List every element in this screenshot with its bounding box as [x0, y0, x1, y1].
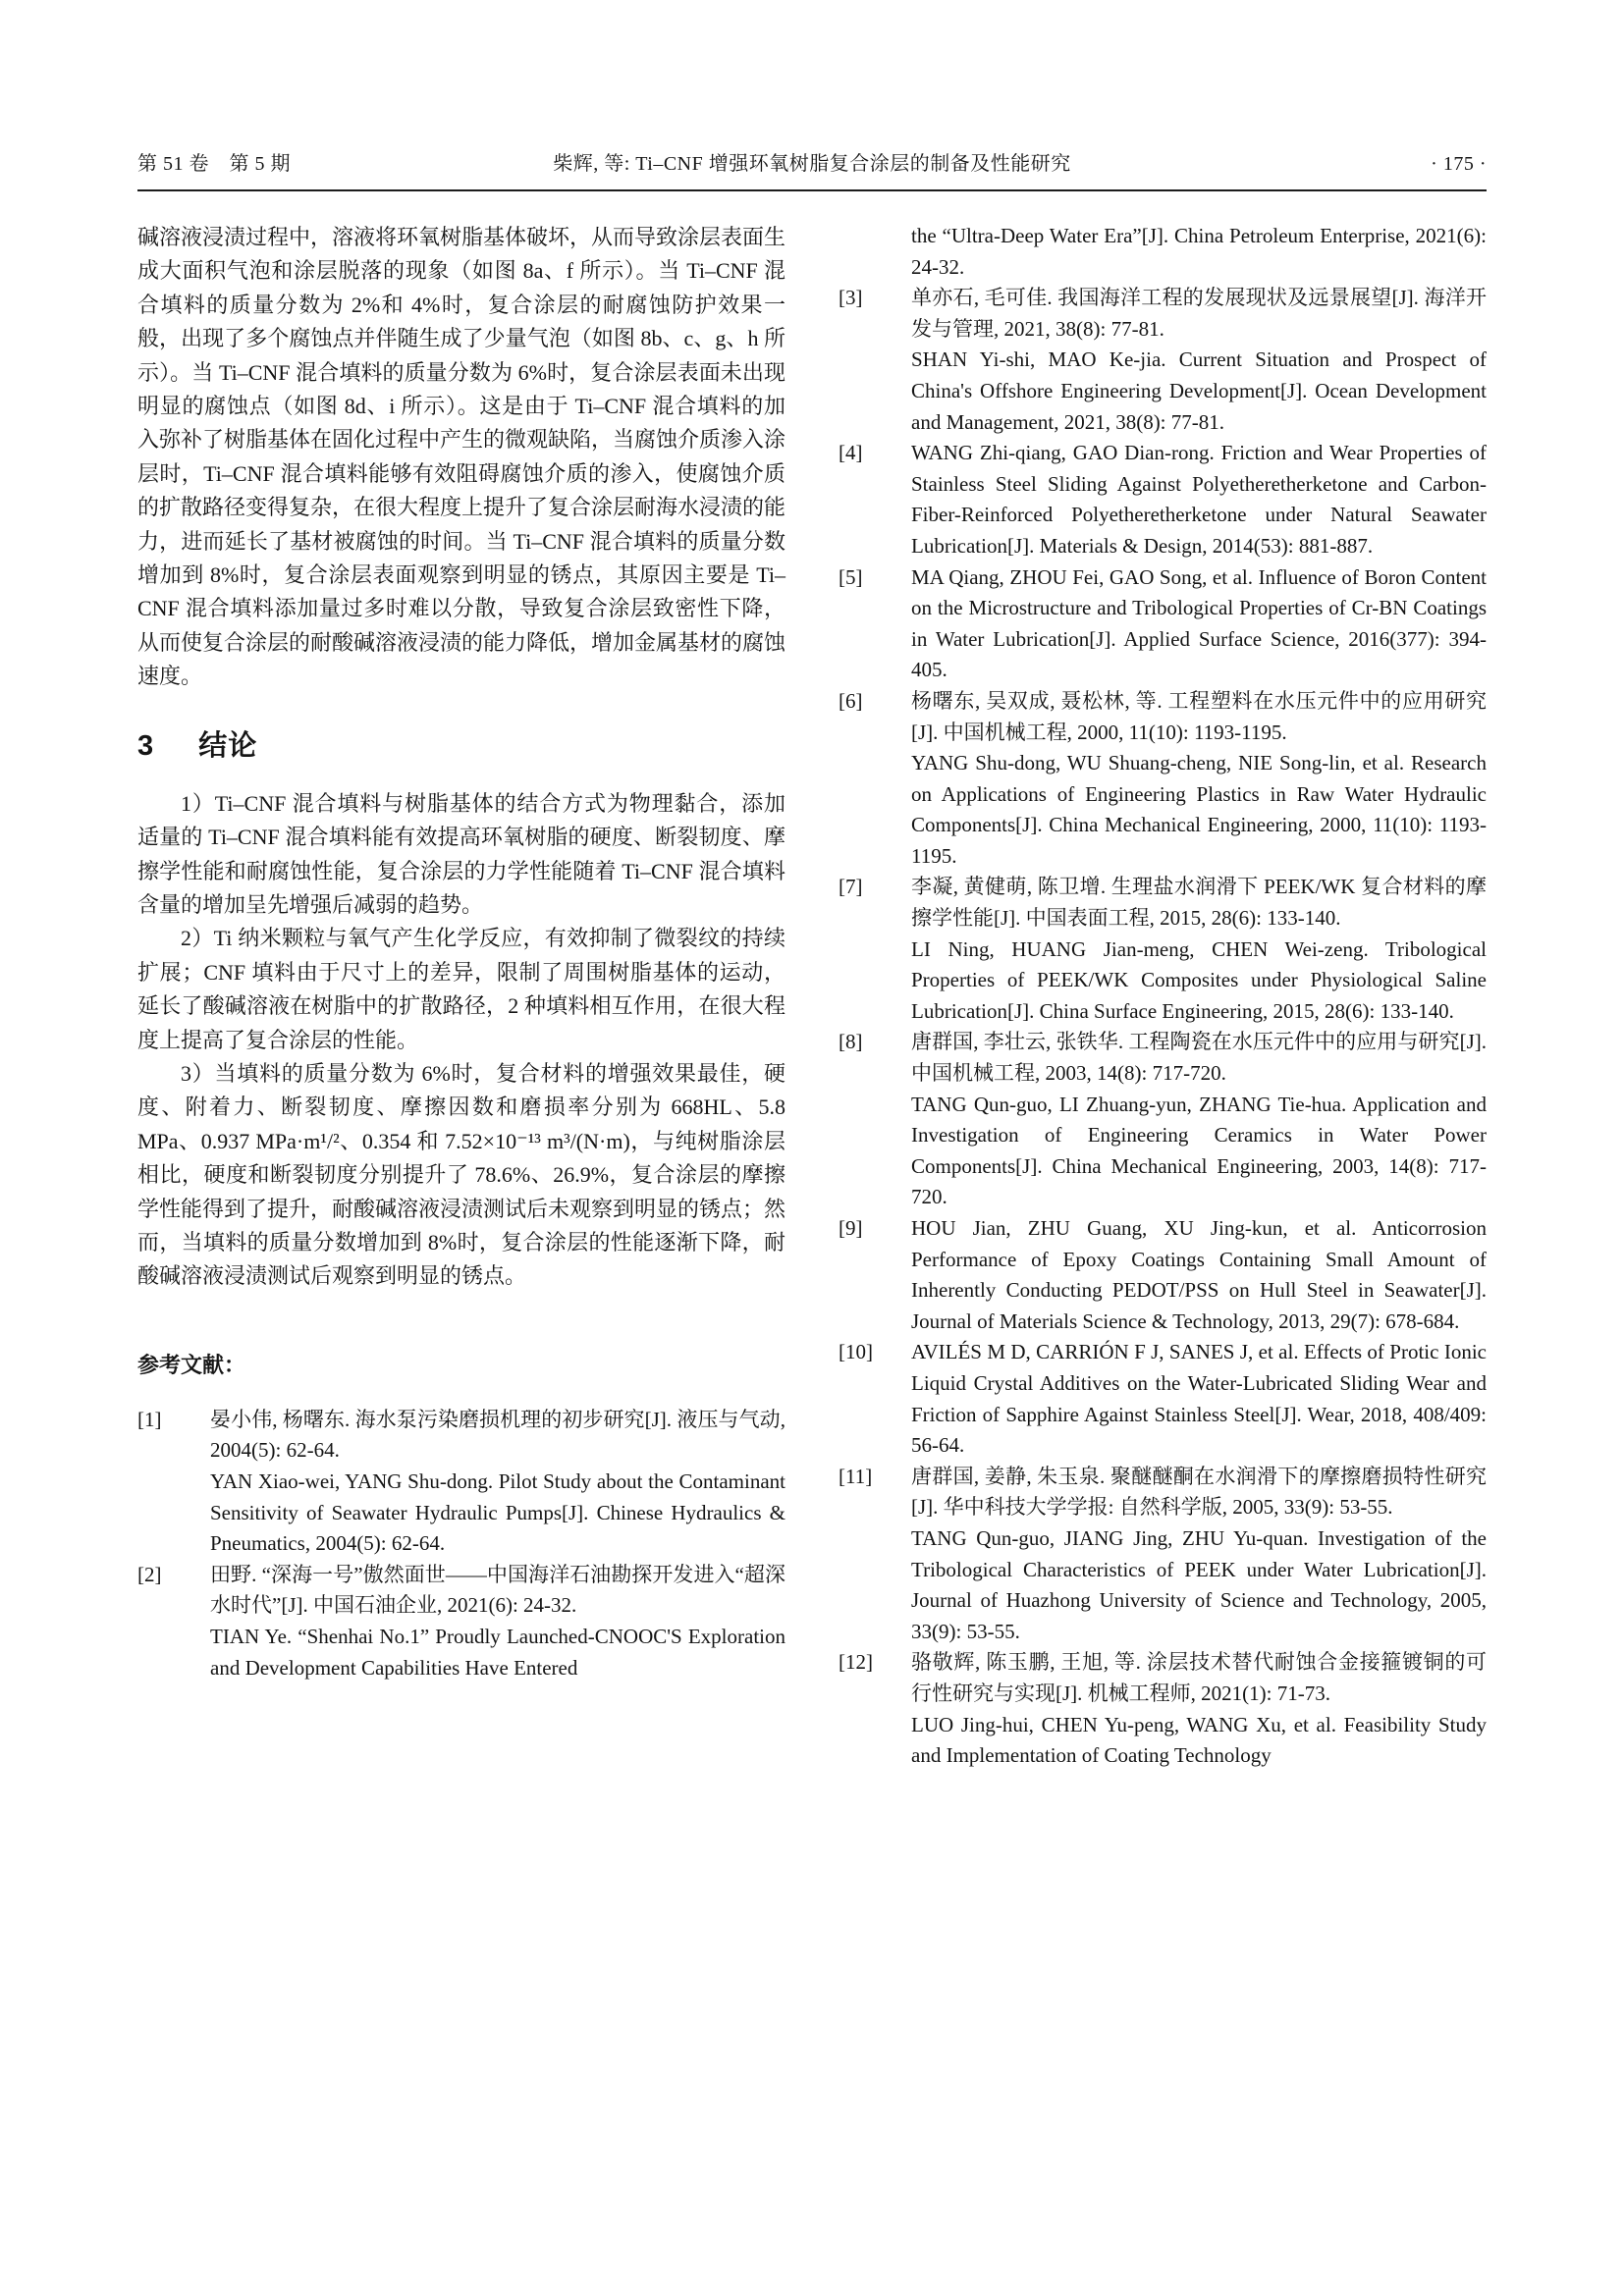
running-title: 柴辉, 等: Ti–CNF 增强环氧树脂复合涂层的制备及性能研究 — [553, 153, 1071, 175]
reference-item-9 — [839, 1213, 1487, 1337]
reference-text-en: TANG Qun-guo, LI Zhuang-yun, ZHANG Tie-hua. Application and Investigation of Engineering Ceramics in Water Power Components[J]. China Mechanical Engineering, 2003, 14(8): 717-720. — [911, 1092, 1487, 1209]
reference-item-8 — [839, 1027, 1487, 1213]
reference-number: [2] — [137, 1562, 162, 1586]
journal-issue: 第 51 卷 第 5 期 — [137, 153, 291, 175]
reference-text-zh: 田野. “深海一号”傲然面世——中国海洋石油勘探开发进入“超深水时代”[J]. 中国石油企业, 2021(6): 24-32. — [210, 1562, 785, 1618]
reference-text-en: AVILÉS M D, CARRIÓN F J, SANES J, et al. Effects of Protic Ionic Liquid Crystal Additives on the Water-Lubricated Sliding Wear and Friction of Sapphire Against Stainless Steel[J]. Wear, 2018, 408/409: 56-64. — [911, 1340, 1487, 1458]
reference-number: [5] — [839, 564, 863, 589]
section-title: 结论 — [198, 729, 258, 762]
conclusion-paragraph-1: 1）Ti–CNF 混合填料与树脂基体的结合方式为物理黏合，添加适量的 Ti–CNF 混合填料能有效提高环氧树脂的硬度、断裂韧度、摩擦学性能和耐腐蚀性能，复合涂层的力学性能随着 Ti–CNF 混合填料含量的增加呈先增强后减弱的趋势。 — [137, 790, 785, 917]
reference-text-en: HOU Jian, ZHU Guang, XU Jing-kun, et al. Anticorrosion Performance of Epoxy Coatings Containing Small Amount of Inherently Conducting PEDOT/PSS on Hull Steel in Seawater[J]. Journal of Materials Science & Technology, 2013, 29(7): 678-684. — [911, 1216, 1487, 1333]
reference-item-4 — [839, 438, 1487, 561]
page-number: · 175 · — [1431, 153, 1487, 175]
reference-number: [3] — [839, 286, 863, 310]
reference-item-10 — [839, 1337, 1487, 1461]
reference-item-6 — [839, 686, 1487, 873]
reference-text-zh: 唐群国, 李壮云, 张铁华. 工程陶瓷在水压元件中的应用与研究[J]. 中国机械工程, 2003, 14(8): 717-720. — [911, 1030, 1487, 1086]
reference-text-en: WANG Zhi-qiang, GAO Dian-rong. Friction and Wear Properties of Stainless Steel Sliding Against Polyetheretherketone and Carbon-Fiber-Reinforced Polyetheretherketone under Natural Seawater Lubrication[J]. Materials & Design, 2014(53): 881-887. — [911, 441, 1487, 558]
reference-text-en: TIAN Ye. “Shenhai No.1” Proudly Launched-CNOOC'S Exploration and Development Capabilities Have Entered — [210, 1624, 785, 1680]
content-columns — [137, 221, 1487, 1772]
section-heading — [137, 723, 785, 764]
references-heading: 参考文献： — [137, 1352, 246, 1377]
reference-item-12 — [839, 1647, 1487, 1771]
reference-item-3 — [839, 283, 1487, 438]
reference-text-zh: 杨曙东, 吴双成, 聂松林, 等. 工程塑料在水压元件中的应用研究[J]. 中国机械工程, 2000, 11(10): 1193-1195. — [911, 688, 1487, 744]
reference-item-5 — [839, 562, 1487, 686]
reference-text-en: LUO Jing-hui, CHEN Yu-peng, WANG Xu, et al. Feasibility Study and Implementation of Coating Technology — [911, 1712, 1487, 1768]
reference-number: [4] — [839, 441, 863, 465]
reference-text-en: SHAN Yi-shi, MAO Ke-jia. Current Situation and Prospect of China's Offshore Engineering Development[J]. Ocean Development and Management, 2021, 38(8): 77-81. — [911, 347, 1487, 434]
reference-item-2 — [137, 1560, 785, 1683]
reference-number: [8] — [839, 1030, 863, 1054]
reference-item-11 — [839, 1462, 1487, 1648]
reference-text-en: LI Ning, HUANG Jian-meng, CHEN Wei-zeng. Tribological Properties of PEEK/WK Composites under Physiological Saline Lubrication[J]. China Surface Engineering, 2015, 28(6): 133-140. — [911, 936, 1487, 1023]
reference-text-en: TANG Qun-guo, JIANG Jing, ZHU Yu-quan. Investigation of the Tribological Characteristics of PEEK under Water Lubrication[J]. Journal of Huazhong University of Science and Technology, 2005, 33(9): 53-55. — [911, 1525, 1487, 1643]
reference-number: [9] — [839, 1216, 863, 1240]
reference-item-1 — [137, 1405, 785, 1560]
reference-text-en: MA Qiang, ZHOU Fei, GAO Song, et al. Influence of Boron Content on the Microstructure and Tribological Properties of Cr-BN Coatings in Water Lubrication[J]. Applied Surface Science, 2016(377): 394-405. — [911, 564, 1487, 682]
reference-number: [6] — [839, 688, 863, 713]
reference-text-zh: 李凝, 黄健萌, 陈卫增. 生理盐水润滑下 PEEK/WK 复合材料的摩擦学性能[J]. 中国表面工程, 2015, 28(6): 133-140. — [911, 875, 1487, 931]
reference-text-en: YANG Shu-dong, WU Shuang-cheng, NIE Song-lin, et al. Research on Applications of Engineering Plastics in Raw Water Hydraulic Components[J]. China Mechanical Engineering, 2000, 11(10): 1193-1195. — [911, 751, 1487, 868]
reference-number: [10] — [839, 1340, 873, 1364]
reference-number: [1] — [137, 1407, 162, 1431]
conclusion-paragraph-3: 3）当填料的质量分数为 6%时，复合材料的增强效果最佳，硬度、附着力、断裂韧度、摩擦因数和磨损率分别为 668HL、5.8 MPa、0.937 MPa·m¹/²、0.354 和 7.52×10⁻¹³ m³/(N·m)，与纯树脂涂层相比，硬度和断裂韧度分别提升了 78.6%、26.9%，复合涂层的摩擦学性能得到了提升，耐酸碱溶液浸渍测试后未观察到明显的锈点；然而，当填料的质量分数增加到 8%时，复合涂层的性能逐渐下降，耐酸碱溶液浸渍测试后观察到明显的锈点。 — [137, 1060, 786, 1289]
reference-text-en: YAN Xiao-wei, YANG Shu-dong. Pilot Study about the Contaminant Sensitivity of Seawater Hydraulic Pumps[J]. Chinese Hydraulics & Pneumatics, 2004(5): 62-64. — [210, 1468, 785, 1556]
left-column — [137, 221, 785, 1772]
page-header — [137, 147, 1487, 176]
conclusion-paragraph-2: 2）Ti 纳米颗粒与氧气产生化学反应，有效抑制了微裂纹的持续扩展；CNF 填料由于尺寸上的差异，限制了周围树脂基体的运动，延长了酸碱溶液在树脂中的扩散路径，2 种填料相互作用，在很大程度上提高了复合涂层的性能。 — [137, 926, 785, 1052]
body-paragraph-intro: 碱溶液浸渍过程中，溶液将环氧树脂基体破坏，从而导致涂层表面生成大面积气泡和涂层脱落的现象（如图 8a、f 所示）。当 Ti–CNF 混合填料的质量分数为 2%和 4%时，复合涂层的耐腐蚀防护效果一般，出现了多个腐蚀点并伴随生成了少量气泡（如图 8b、c、g、h 所示）。当 Ti–CNF 混合填料的质量分数为 6%时，复合涂层表面未出现明显的腐蚀点（如图 8d、i 所示）。这是由于 Ti–CNF 混合填料的加入弥补了树脂基体在固化过程中产生的微观缺陷，当腐蚀介质渗入涂层时，Ti–CNF 混合填料能够有效阻碍腐蚀介质的渗入，使腐蚀介质的扩散路径变得复杂，在很大程度上提升了复合涂层耐海水浸渍的能力，进而延长了基材被腐蚀的时间。当 Ti–CNF 混合填料的质量分数增加到 8%时，复合涂层表面观察到明显的锈点，其原因主要是 Ti–CNF 混合填料添加量过多时难以分散，导致复合涂层致密性下降，从而使复合涂层的耐酸碱溶液浸渍的能力降低，增加金属基材的腐蚀速度。 — [137, 225, 786, 689]
reference-text-zh: 晏小伟, 杨曙东. 海水泵污染磨损机理的初步研究[J]. 液压与气动, 2004(5): 62-64. — [210, 1407, 785, 1463]
reference-text-zh: 单亦石, 毛可佳. 我国海洋工程的发展现状及远景展望[J]. 海洋开发与管理, 2021, 38(8): 77-81. — [911, 286, 1487, 341]
header-rule — [137, 189, 1487, 191]
reference-item-7 — [839, 872, 1487, 1027]
section-number: 3 — [137, 729, 155, 762]
reference-text-zh: 唐群国, 姜静, 朱玉泉. 聚醚醚酮在水润滑下的摩擦磨损特性研究[J]. 华中科技大学学报: 自然科学版, 2005, 33(9): 53-55. — [911, 1464, 1487, 1520]
reference-number: [7] — [839, 875, 863, 899]
reference-number: [11] — [839, 1464, 873, 1488]
reference-continuation: the “Ultra-Deep Water Era”[J]. China Petroleum Enterprise, 2021(6): 24-32. — [911, 224, 1487, 279]
right-column — [839, 221, 1487, 1772]
reference-number: [12] — [839, 1650, 873, 1675]
reference-text-zh: 骆敬辉, 陈玉鹏, 王旭, 等. 涂层技术替代耐蚀合金接箍镀铜的可行性研究与实现[J]. 机械工程师, 2021(1): 71-73. — [911, 1650, 1487, 1705]
